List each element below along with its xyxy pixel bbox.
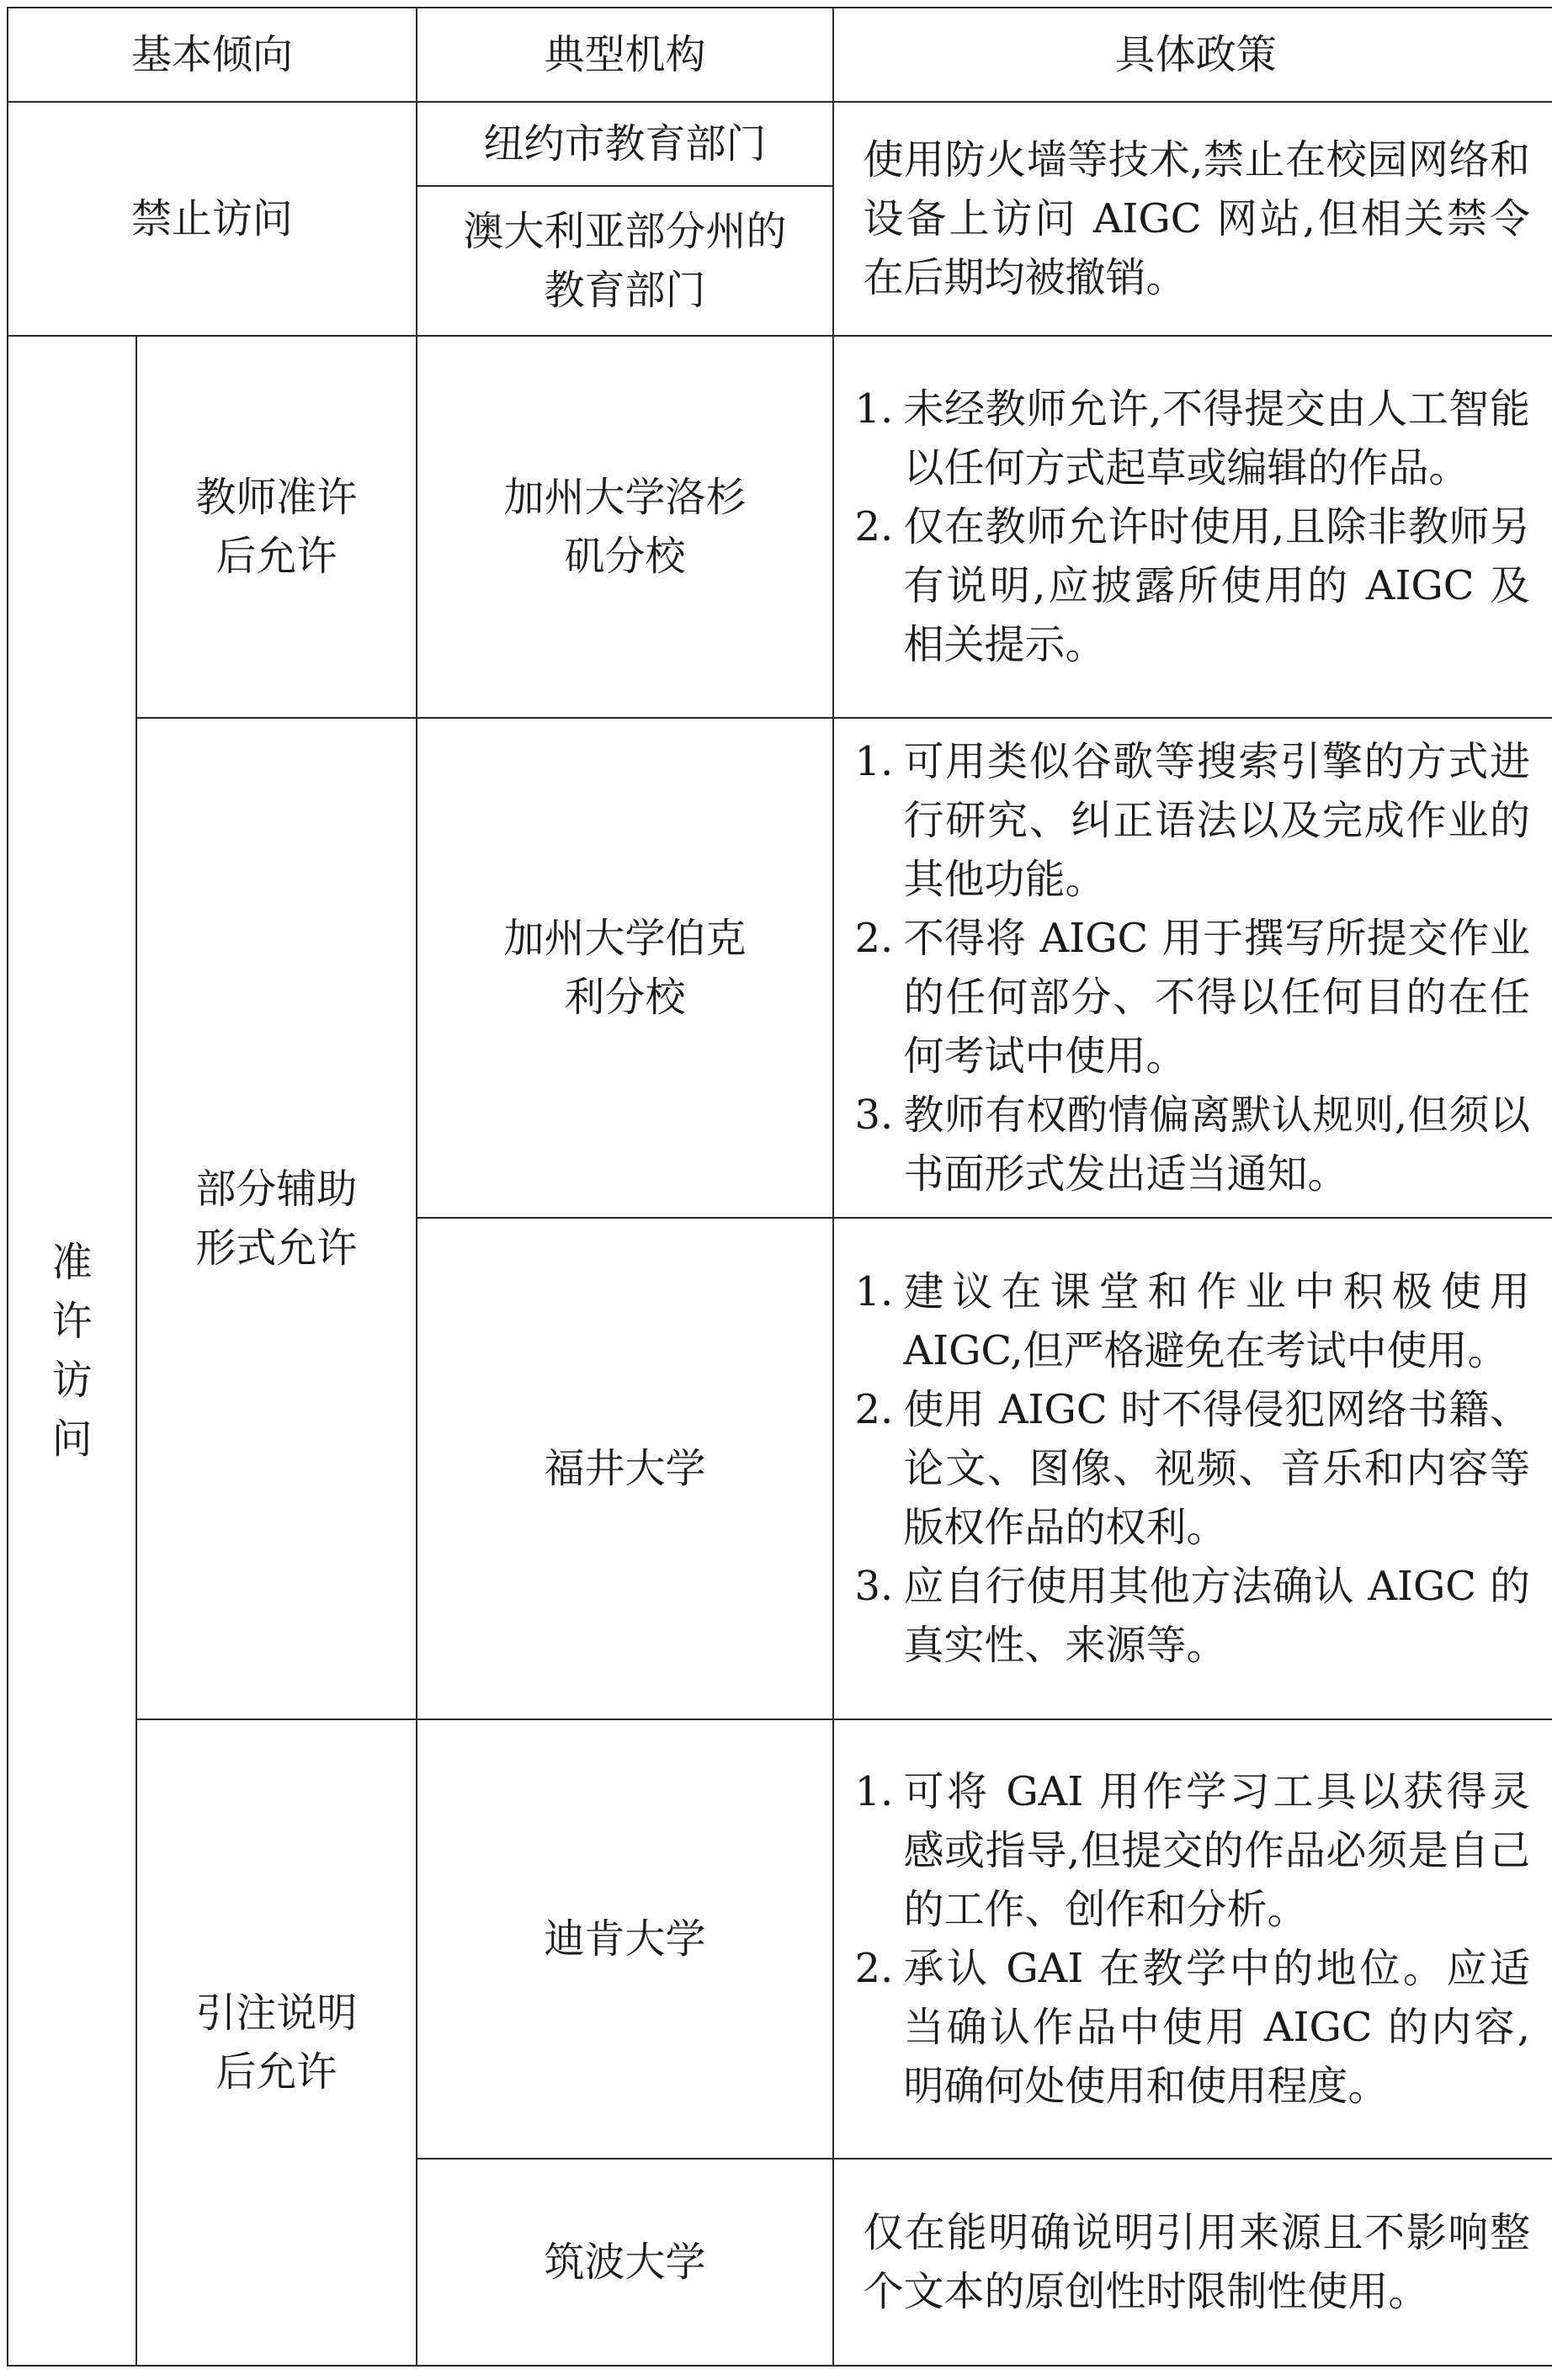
header-tendency: 基本倾向 <box>8 8 417 102</box>
policy-fukui <box>833 1218 1552 1719</box>
policy-ucla <box>833 336 1552 718</box>
policy-berkeley <box>833 718 1552 1218</box>
institution-fukui: 福井大学 <box>417 1218 834 1719</box>
institution-australia: 澳大利亚部分州的教育部门 <box>417 186 834 336</box>
table-row <box>8 1719 1552 2159</box>
list-item: 3. 应自行使用其他方法确认 AIGC 的真实性、来源等。 <box>854 1563 1530 1669</box>
list-item: 2. 不得将 AIGC 用于撰写所提交作业的任何部分、不得以任何目的在任何考试中使用。 <box>854 915 1530 1080</box>
policy-ban: 使用防火墙等技术,禁止在校园网络和设备上访问 AIGC 网站,但相关禁令在后期均被撤销。 <box>833 102 1552 336</box>
header-policy: 具体政策 <box>833 8 1552 102</box>
header-row <box>8 8 1552 102</box>
institution-ucla: 加州大学洛杉矶分校 <box>417 336 834 718</box>
list-item: 2. 仅在教师允许时使用,且除非教师另有说明,应披露所使用的 AIGC 及相关提示。 <box>854 503 1530 668</box>
tendency-allow: 准 许 访 问 <box>8 336 136 2366</box>
sub-tendency-teacher-approval: 教师准许后允许 <box>136 336 417 718</box>
institution-berkeley: 加州大学伯克利分校 <box>417 718 834 1218</box>
institution-deakin: 迪肯大学 <box>417 1719 834 2159</box>
list-item: 2. 承认 GAI 在教学中的地位。应适当确认作品中使用 AIGC 的内容,明确何处使用和使用程度。 <box>854 1945 1530 2110</box>
list-item: 1. 可将 GAI 用作学习工具以获得灵感或指导,但提交的作品必须是自己的工作、创作和分析。 <box>854 1768 1530 1933</box>
policy-deakin <box>833 1719 1552 2159</box>
tendency-ban: 禁止访问 <box>8 102 417 336</box>
header-institution: 典型机构 <box>417 8 834 102</box>
table-row <box>8 336 1552 718</box>
list-item: 2. 使用 AIGC 时不得侵犯网络书籍、论文、图像、视频、音乐和内容等版权作品的权利。 <box>854 1386 1530 1551</box>
institution-tsukuba: 筑波大学 <box>417 2159 834 2366</box>
sub-tendency-citation: 引注说明后允许 <box>136 1719 417 2366</box>
list-item: 1. 可用类似谷歌等搜索引擎的方式进行研究、纠正语法以及完成作业的其他功能。 <box>854 738 1530 903</box>
list-item: 3. 教师有权酌情偏离默认规则,但须以书面形式发出适当通知。 <box>854 1092 1530 1198</box>
table-row <box>8 718 1552 1218</box>
list-item: 1. 未经教师允许,不得提交由人工智能以任何方式起草或编辑的作品。 <box>854 385 1530 491</box>
institution-nyc: 纽约市教育部门 <box>417 102 834 186</box>
policy-table <box>7 7 1552 2367</box>
policy-tsukuba: 仅在能明确说明引用来源且不影响整个文本的原创性时限制性使用。 <box>833 2159 1552 2366</box>
table-row <box>8 102 1552 186</box>
list-item: 1. 建议在课堂和作业中积极使用 AIGC,但严格避免在考试中使用。 <box>854 1268 1530 1374</box>
sub-tendency-partial-assist: 部分辅助形式允许 <box>136 718 417 1719</box>
